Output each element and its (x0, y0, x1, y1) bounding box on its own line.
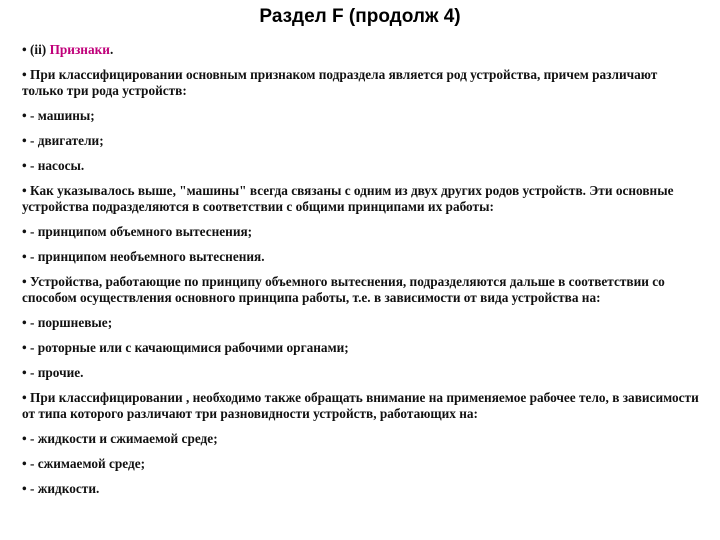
paragraph-subdivision: • Устройства, работающие по принципу объемного вытеснения, подразделяются дальше в соответствии со способом осуществления основного принципа работы, т.е. в зависимости от вида устройства на: (22, 273, 665, 305)
list-item-machines: • - машины; (22, 107, 95, 123)
list-item-rotary: • - роторные или с качающимися рабочими органами; (22, 339, 349, 355)
paragraph-classification-intro: • При классифицировании основным признаком подраздела является род устройства, причем различают только три рода устройств: (22, 67, 658, 98)
slide-body (22, 42, 702, 496)
slide-title: Раздел F (продолж 4) (259, 6, 461, 27)
header-suffix: . (109, 42, 114, 57)
header-highlight: Признаки (49, 42, 110, 57)
list-item-liquid: • - жидкости. (22, 480, 100, 496)
list-item-piston: • - поршневые; (22, 314, 113, 330)
list-item-engines: • - двигатели; (22, 132, 104, 148)
paragraph-working-medium: • При классифицировании , необходимо также обращать внимание на применяемое рабочее тело, в зависимости от типа которого различают три разновидности устройств, работающих на: (22, 389, 699, 421)
list-item-other: • - прочие. (22, 364, 84, 380)
list-item-non-positive-displacement: • - принципом необъемного вытеснения. (22, 248, 265, 264)
list-item-liquid-and-compressible: • - жидкости и сжимаемой среде; (22, 430, 218, 446)
paragraph-machines-note: • Как указывалось выше, "машины" всегда связаны с одним из двух других родов устройств. Эти основные устройства подразделяются в соответствии с общими принципами их работы: (22, 183, 674, 214)
list-item-compressible: • - сжимаемой среде; (22, 455, 146, 471)
list-item-pumps: • - насосы. (22, 157, 85, 173)
header-prefix: • (ii) (22, 42, 50, 57)
section-header-line (22, 42, 702, 58)
list-item-positive-displacement: • - принципом объемного вытеснения; (22, 223, 253, 239)
